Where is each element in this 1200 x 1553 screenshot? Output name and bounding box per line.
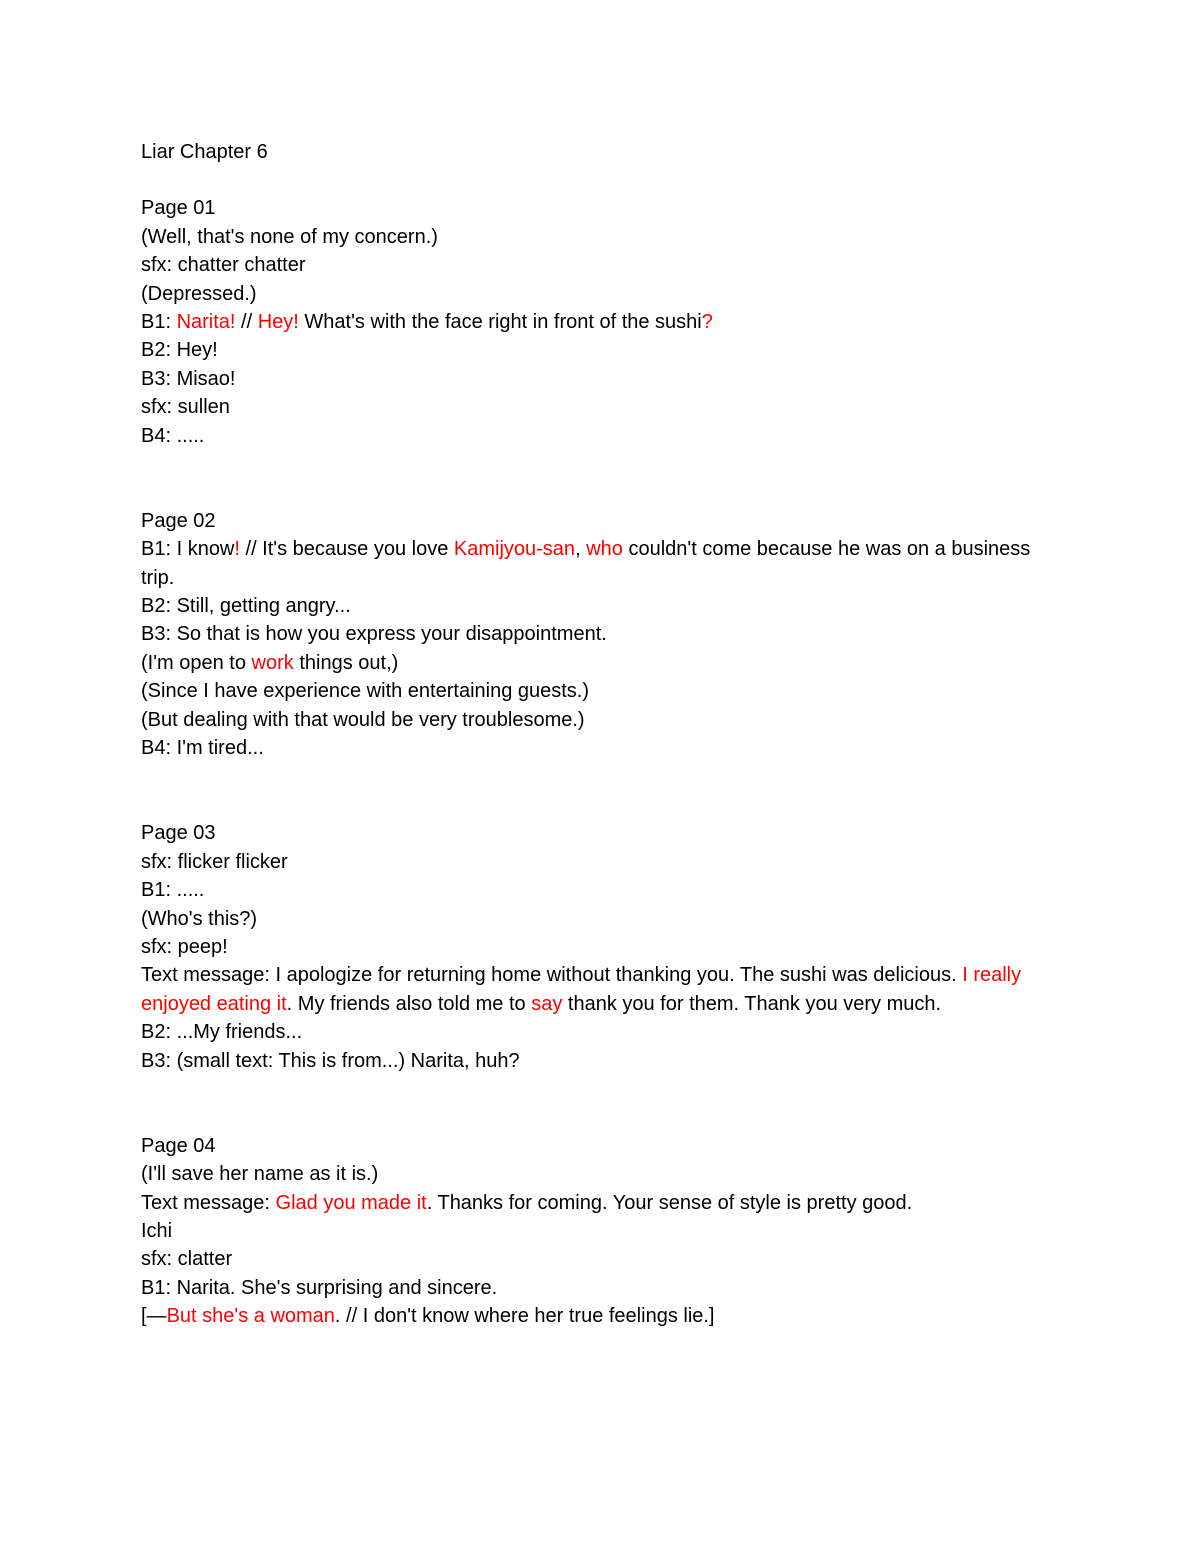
highlighted-text: Kamijyou-san	[453, 538, 576, 561]
text-segment: //	[235, 311, 258, 334]
text-segment: thank you for them. Thank you very much.	[562, 992, 942, 1015]
highlighted-text: who	[586, 538, 623, 561]
section-spacer	[141, 1075, 1041, 1132]
text-segment: sfx: sullen	[141, 396, 230, 419]
text-segment: B3: Misao!	[141, 367, 236, 390]
text-segment: // It's because you love	[239, 538, 454, 561]
document-sections	[141, 194, 1041, 1330]
highlighted-text: I really enjoyed eating it	[141, 964, 1022, 1015]
page-heading: Page 03	[141, 822, 216, 845]
text-segment: (Well, that's none of my concern.)	[141, 225, 438, 248]
script-line	[141, 535, 1041, 592]
text-segment: sfx: flicker flicker	[141, 850, 288, 873]
script-line	[141, 905, 1041, 933]
highlighted-text: say	[531, 992, 563, 1015]
text-segment: sfx: clatter	[141, 1248, 233, 1271]
text-segment: B1:	[141, 311, 177, 334]
text-segment: . // I don't know where her true feelings lie.]	[334, 1305, 715, 1328]
script-line	[141, 365, 1041, 393]
script-line	[141, 592, 1041, 620]
script-line	[141, 393, 1041, 421]
section-spacer	[141, 450, 1041, 507]
text-segment: B2: Still, getting angry...	[141, 595, 351, 618]
text-segment: B2: Hey!	[141, 339, 218, 362]
text-segment: (But dealing with that would be very troublesome.)	[141, 708, 585, 731]
highlighted-text: Hey!	[257, 311, 299, 334]
script-line	[141, 706, 1041, 734]
text-segment: (Since I have experience with entertaining guests.)	[141, 680, 590, 703]
script-line	[141, 734, 1041, 762]
script-line	[141, 1245, 1041, 1273]
text-segment: sfx: chatter chatter	[141, 254, 306, 277]
text-segment: B4: .....	[141, 424, 205, 447]
script-line	[141, 1047, 1041, 1075]
script-line	[141, 336, 1041, 364]
text-segment: couldn't come because he was on a business trip.	[141, 538, 1031, 589]
script-line	[141, 223, 1041, 251]
script-line	[141, 649, 1041, 677]
page-heading: Page 01	[141, 197, 216, 220]
script-line	[141, 308, 1041, 336]
highlighted-text: work	[251, 651, 294, 674]
section-spacer	[141, 763, 1041, 820]
text-segment: sfx: peep!	[141, 935, 228, 958]
script-line	[141, 251, 1041, 279]
page-section	[141, 194, 1041, 450]
script-line	[141, 933, 1041, 961]
text-segment: Text message:	[141, 1191, 276, 1214]
script-line	[141, 620, 1041, 648]
text-segment: . My friends also told me to	[286, 992, 532, 1015]
script-line	[141, 1302, 1041, 1330]
script-line	[141, 1160, 1041, 1188]
text-segment: (I'm open to	[141, 651, 252, 674]
script-line	[141, 422, 1041, 450]
document-body	[141, 138, 1041, 1331]
highlighted-text: ?	[701, 311, 713, 334]
text-segment: B2: ...My friends...	[141, 1021, 303, 1044]
script-line	[141, 1217, 1041, 1245]
text-segment: B1: .....	[141, 879, 205, 902]
script-line	[141, 848, 1041, 876]
page-section	[141, 819, 1041, 1075]
text-segment: things out,)	[293, 651, 399, 674]
highlighted-text: !	[234, 538, 240, 561]
highlighted-text: Glad you made it	[275, 1191, 427, 1214]
text-segment: . Thanks for coming. Your sense of style is pretty good.	[426, 1191, 913, 1214]
script-line	[141, 1189, 1041, 1217]
page-heading: Page 02	[141, 509, 216, 532]
text-segment: B4: I'm tired...	[141, 737, 264, 760]
script-line	[141, 1274, 1041, 1302]
text-segment: B3: So that is how you express your disappointment.	[141, 623, 607, 646]
text-segment: Ichi	[141, 1219, 173, 1242]
script-line	[141, 1018, 1041, 1046]
text-segment: (Depressed.)	[141, 282, 257, 305]
highlighted-text: But she's a woman	[166, 1305, 335, 1328]
text-segment: What's with the face right in front of the sushi	[298, 311, 702, 334]
script-line	[141, 876, 1041, 904]
text-segment: (Who's this?)	[141, 907, 258, 930]
text-segment: (I'll save her name as it is.)	[141, 1163, 379, 1186]
text-segment: Text message: I apologize for returning home without thanking you. The sushi was delicious.	[141, 964, 963, 987]
text-segment: B1: Narita. She's surprising and sincere.	[141, 1276, 498, 1299]
script-line	[141, 280, 1041, 308]
document-title: Liar Chapter 6	[141, 141, 268, 163]
text-segment: B1: I know	[141, 538, 235, 561]
text-segment: [—	[141, 1305, 167, 1328]
text-segment: B3: (small text: This is from...) Narita, huh?	[141, 1049, 520, 1072]
page-heading: Page 04	[141, 1134, 216, 1157]
page-section	[141, 507, 1041, 763]
page-section	[141, 1132, 1041, 1331]
script-line	[141, 677, 1041, 705]
highlighted-text: Narita!	[176, 311, 236, 334]
script-line	[141, 961, 1041, 1018]
text-segment: ,	[575, 538, 587, 561]
